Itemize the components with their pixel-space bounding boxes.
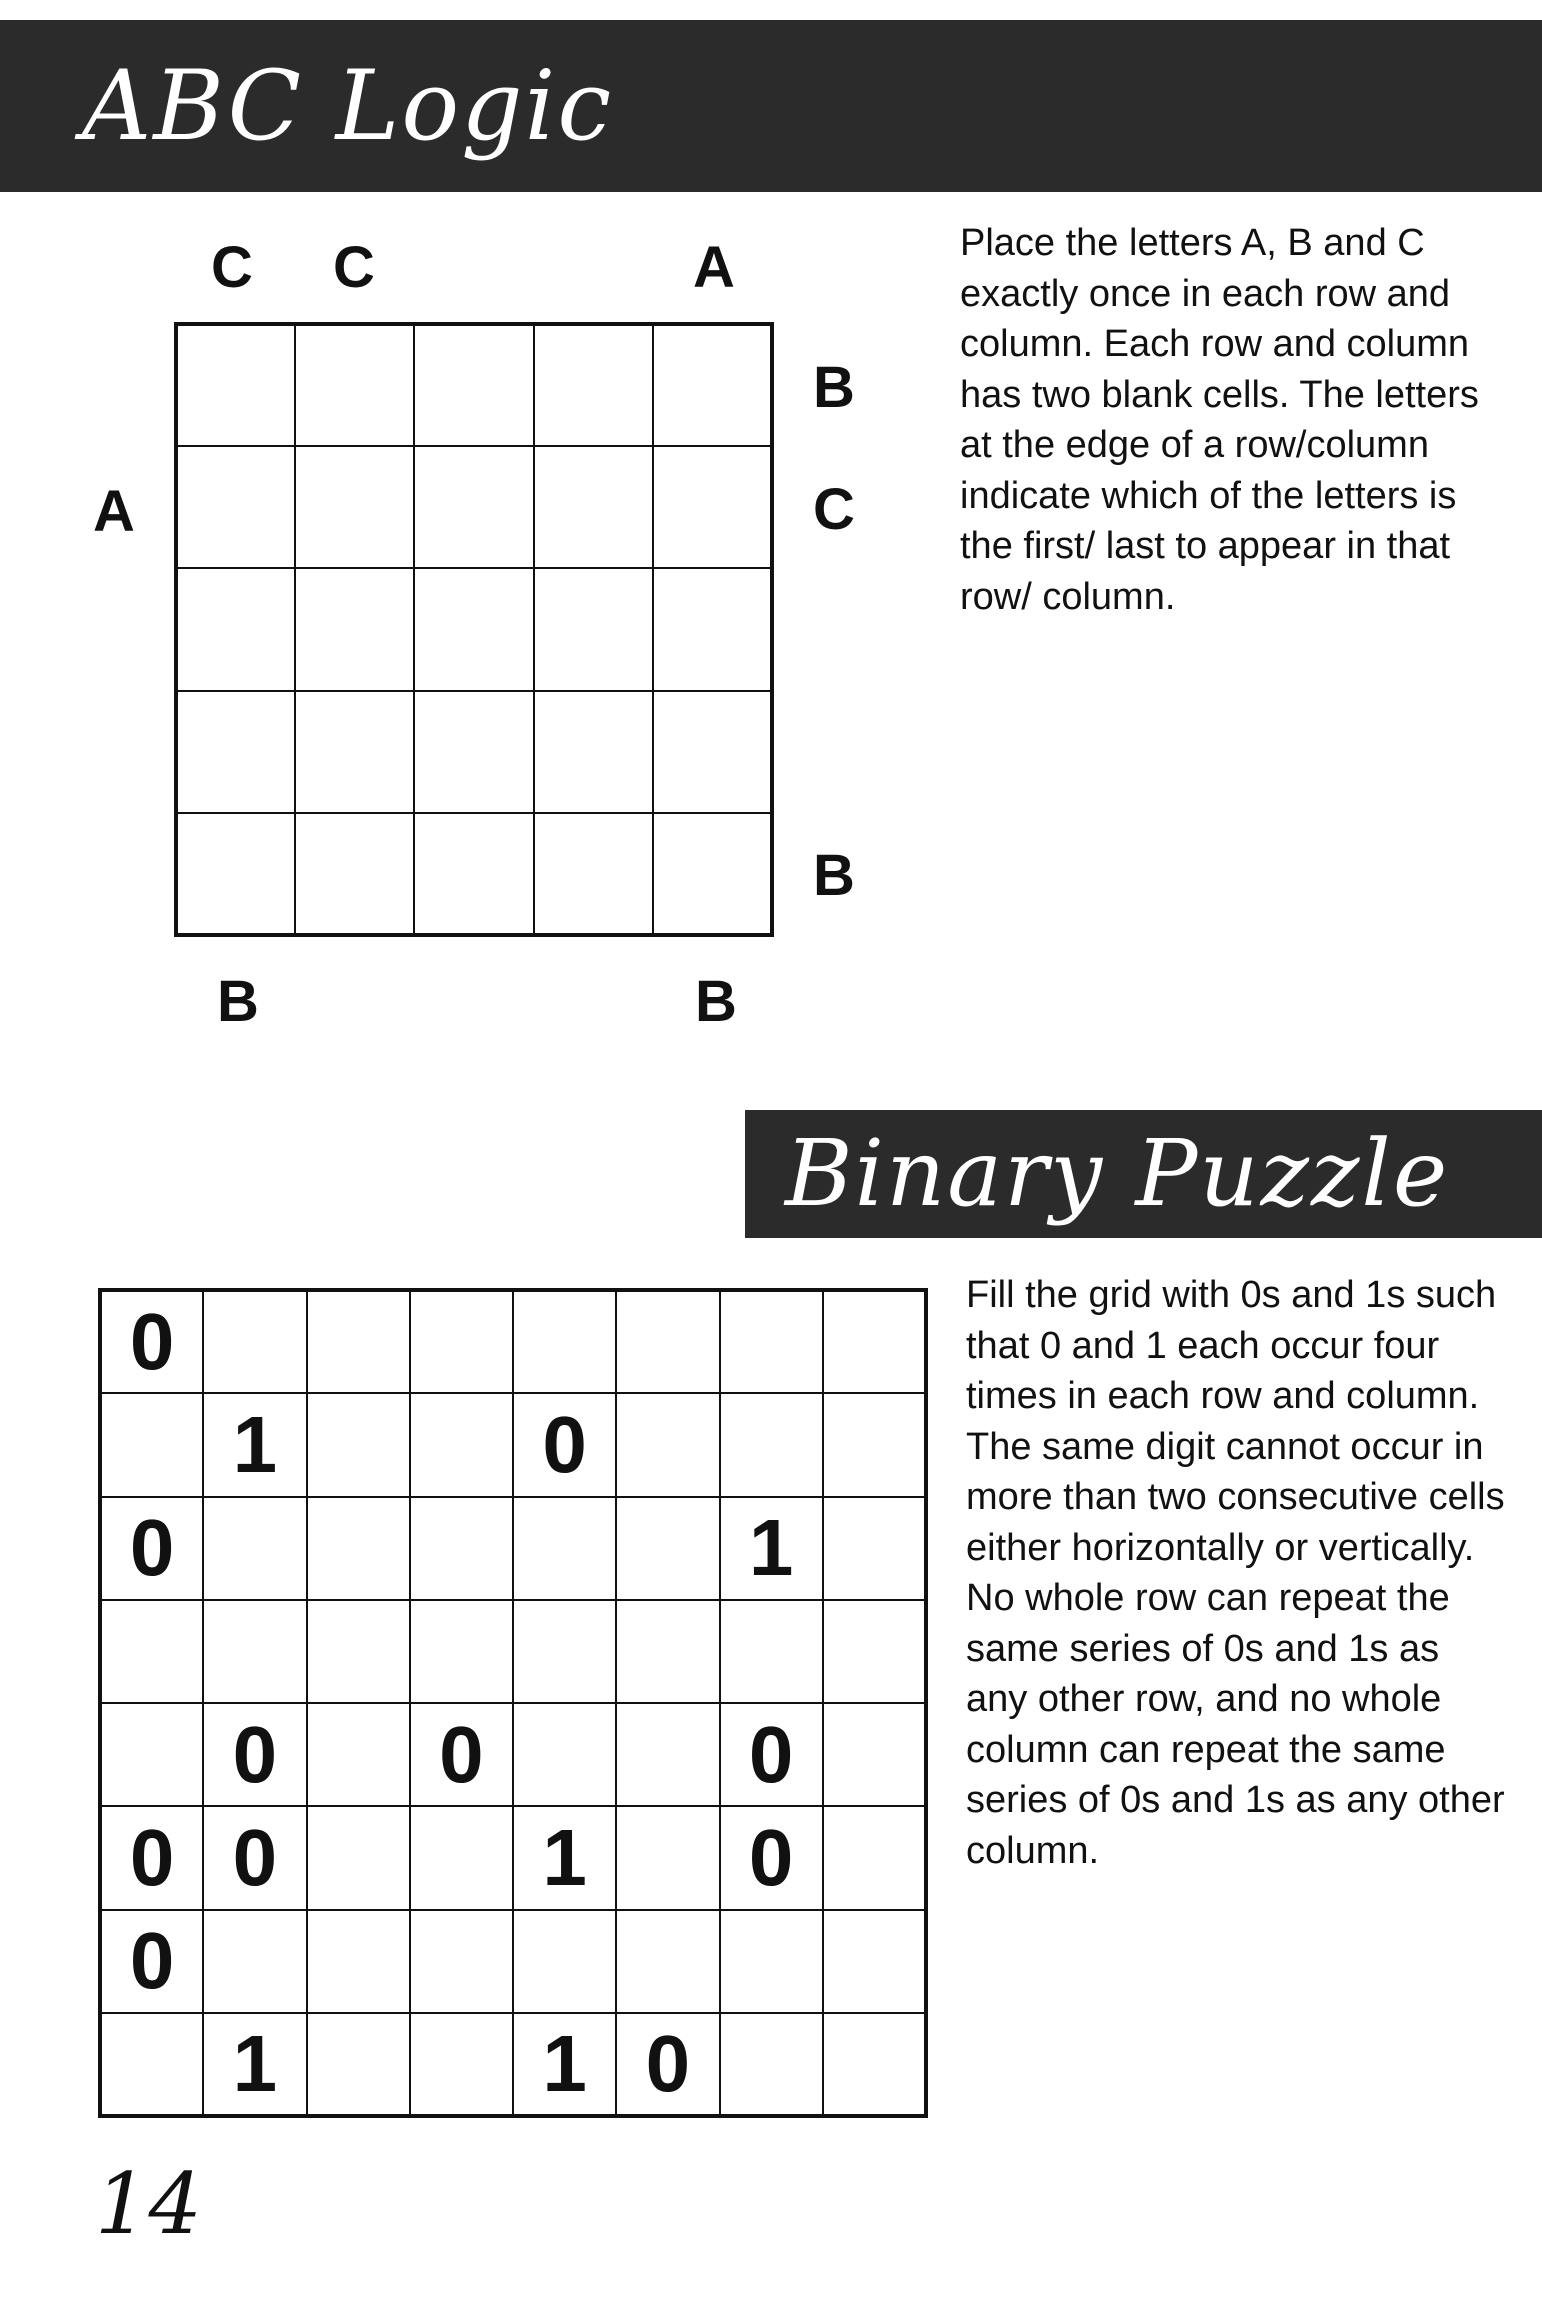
abc-cell[interactable] [176, 568, 295, 690]
abc-cell[interactable] [534, 691, 653, 813]
binary-cell[interactable] [203, 1600, 306, 1703]
binary-puzzle-instructions: Fill the grid with 0s and 1s such that 0 and 1 each occur four times in each row and column. The same digit cannot occur in more than two consecutive cells either horizontally or vertically. No whole row can repeat the same series of 0s and 1s as any other row, and no whole column can repeat the same series of 0s and 1s as any other column. [966, 1274, 1505, 1872]
binary-cell[interactable] [410, 1290, 513, 1393]
binary-cell[interactable] [823, 1497, 926, 1600]
abc-cell[interactable] [653, 568, 772, 690]
binary-cell[interactable] [513, 1497, 616, 1600]
abc-cell[interactable] [414, 691, 533, 813]
abc-cell[interactable] [176, 324, 295, 446]
binary-cell[interactable] [513, 1703, 616, 1806]
abc-cell[interactable] [653, 691, 772, 813]
binary-cell[interactable]: 0 [410, 1703, 513, 1806]
abc-cell[interactable] [534, 568, 653, 690]
binary-grid-row [100, 1497, 926, 1600]
binary-cell[interactable] [616, 1290, 719, 1393]
binary-cell[interactable]: 0 [203, 1806, 306, 1909]
abc-cell[interactable] [653, 446, 772, 568]
abc-cell[interactable] [414, 813, 533, 935]
binary-cell[interactable] [823, 1806, 926, 1909]
abc-bottom-clue: B [695, 969, 737, 1034]
abc-logic-instructions: Place the letters A, B and C exactly once in each row and column. Each row and column has two blank cells. The letters at the edge of a row/column indicate which of the letters is the first/ last to appear in that row/ column. [960, 222, 1479, 618]
binary-cell[interactable] [823, 1290, 926, 1393]
binary-puzzle-title: Binary Puzzle [785, 1120, 1450, 1227]
abc-right-clue: B [813, 843, 855, 908]
binary-grid-row [100, 1290, 926, 1393]
binary-cell[interactable] [513, 1290, 616, 1393]
binary-cell[interactable] [823, 1600, 926, 1703]
binary-cell[interactable] [410, 1600, 513, 1703]
binary-cell[interactable] [307, 1290, 410, 1393]
binary-cell[interactable] [100, 1703, 203, 1806]
binary-cell[interactable] [307, 1910, 410, 2013]
binary-cell[interactable] [203, 1910, 306, 2013]
binary-cell[interactable] [410, 1806, 513, 1909]
binary-grid-row [100, 1393, 926, 1496]
binary-cell[interactable] [410, 1910, 513, 2013]
binary-grid-row [100, 1600, 926, 1703]
abc-cell[interactable] [653, 813, 772, 935]
abc-cell[interactable] [534, 446, 653, 568]
abc-cell[interactable] [295, 568, 414, 690]
binary-grid-row [100, 1806, 926, 1909]
binary-cell[interactable] [410, 1497, 513, 1600]
binary-cell[interactable] [823, 1910, 926, 2013]
binary-cell[interactable] [720, 1600, 823, 1703]
binary-grid-row [100, 2013, 926, 2116]
binary-cell[interactable]: 0 [203, 1703, 306, 1806]
abc-logic-grid [174, 322, 774, 937]
binary-cell[interactable] [616, 1806, 719, 1909]
binary-cell[interactable]: 1 [203, 1393, 306, 1496]
abc-left-clue: A [93, 479, 135, 544]
abc-logic-title-bar [0, 20, 1542, 192]
binary-cell[interactable] [513, 1910, 616, 2013]
binary-grid-row [100, 1910, 926, 2013]
abc-cell[interactable] [414, 324, 533, 446]
binary-cell[interactable] [616, 1600, 719, 1703]
binary-cell[interactable] [203, 1497, 306, 1600]
binary-grid-row [100, 1703, 926, 1806]
abc-cell[interactable] [176, 813, 295, 935]
binary-cell[interactable] [720, 1393, 823, 1496]
binary-cell[interactable]: 1 [203, 2013, 306, 2116]
binary-cell[interactable] [513, 1600, 616, 1703]
binary-cell[interactable]: 0 [616, 2013, 719, 2116]
binary-cell[interactable] [410, 2013, 513, 2116]
abc-logic-title: ABC Logic [82, 50, 614, 162]
binary-cell[interactable] [307, 1600, 410, 1703]
abc-cell[interactable] [414, 568, 533, 690]
abc-bottom-clue: B [217, 969, 259, 1034]
abc-top-clue: A [693, 235, 735, 300]
page-number: 14 [95, 2155, 202, 2253]
binary-cell[interactable] [100, 1600, 203, 1703]
binary-cell[interactable] [307, 2013, 410, 2116]
abc-right-clue: B [813, 355, 855, 420]
binary-cell[interactable] [410, 1393, 513, 1496]
binary-cell[interactable]: 0 [100, 1806, 203, 1909]
abc-cell[interactable] [295, 813, 414, 935]
binary-cell[interactable] [823, 1393, 926, 1496]
binary-cell[interactable] [100, 1393, 203, 1496]
abc-cell[interactable] [653, 324, 772, 446]
binary-cell[interactable] [616, 1497, 719, 1600]
abc-cell[interactable] [295, 691, 414, 813]
abc-cell[interactable] [176, 691, 295, 813]
binary-cell[interactable] [307, 1703, 410, 1806]
abc-cell[interactable] [295, 324, 414, 446]
binary-cell[interactable] [720, 2013, 823, 2116]
binary-cell[interactable]: 1 [513, 1806, 616, 1909]
binary-cell[interactable]: 0 [720, 1806, 823, 1909]
binary-cell[interactable] [616, 1910, 719, 2013]
binary-cell[interactable] [720, 1910, 823, 2013]
binary-cell[interactable]: 0 [100, 1910, 203, 2013]
binary-cell[interactable] [307, 1393, 410, 1496]
binary-cell[interactable] [720, 1290, 823, 1393]
binary-cell[interactable]: 1 [720, 1497, 823, 1600]
binary-cell[interactable] [100, 2013, 203, 2116]
binary-cell[interactable]: 0 [720, 1703, 823, 1806]
binary-cell[interactable] [307, 1497, 410, 1600]
abc-cell[interactable] [534, 324, 653, 446]
binary-cell[interactable] [616, 1393, 719, 1496]
binary-cell[interactable]: 1 [513, 2013, 616, 2116]
binary-cell[interactable] [823, 1703, 926, 1806]
binary-cell[interactable] [616, 1703, 719, 1806]
binary-cell[interactable]: 0 [100, 1290, 203, 1393]
abc-cell[interactable] [414, 446, 533, 568]
binary-cell[interactable] [307, 1806, 410, 1909]
binary-puzzle-title-bar [745, 1110, 1542, 1238]
binary-cell[interactable] [823, 2013, 926, 2116]
abc-top-clue: C [211, 235, 253, 300]
binary-cell[interactable]: 0 [513, 1393, 616, 1496]
binary-puzzle-grid [98, 1288, 928, 2118]
binary-cell[interactable] [203, 1290, 306, 1393]
abc-cell[interactable] [295, 446, 414, 568]
abc-top-clue: C [333, 235, 375, 300]
abc-cell[interactable] [176, 446, 295, 568]
abc-cell[interactable] [534, 813, 653, 935]
abc-right-clue: C [813, 477, 855, 542]
binary-cell[interactable]: 0 [100, 1497, 203, 1600]
